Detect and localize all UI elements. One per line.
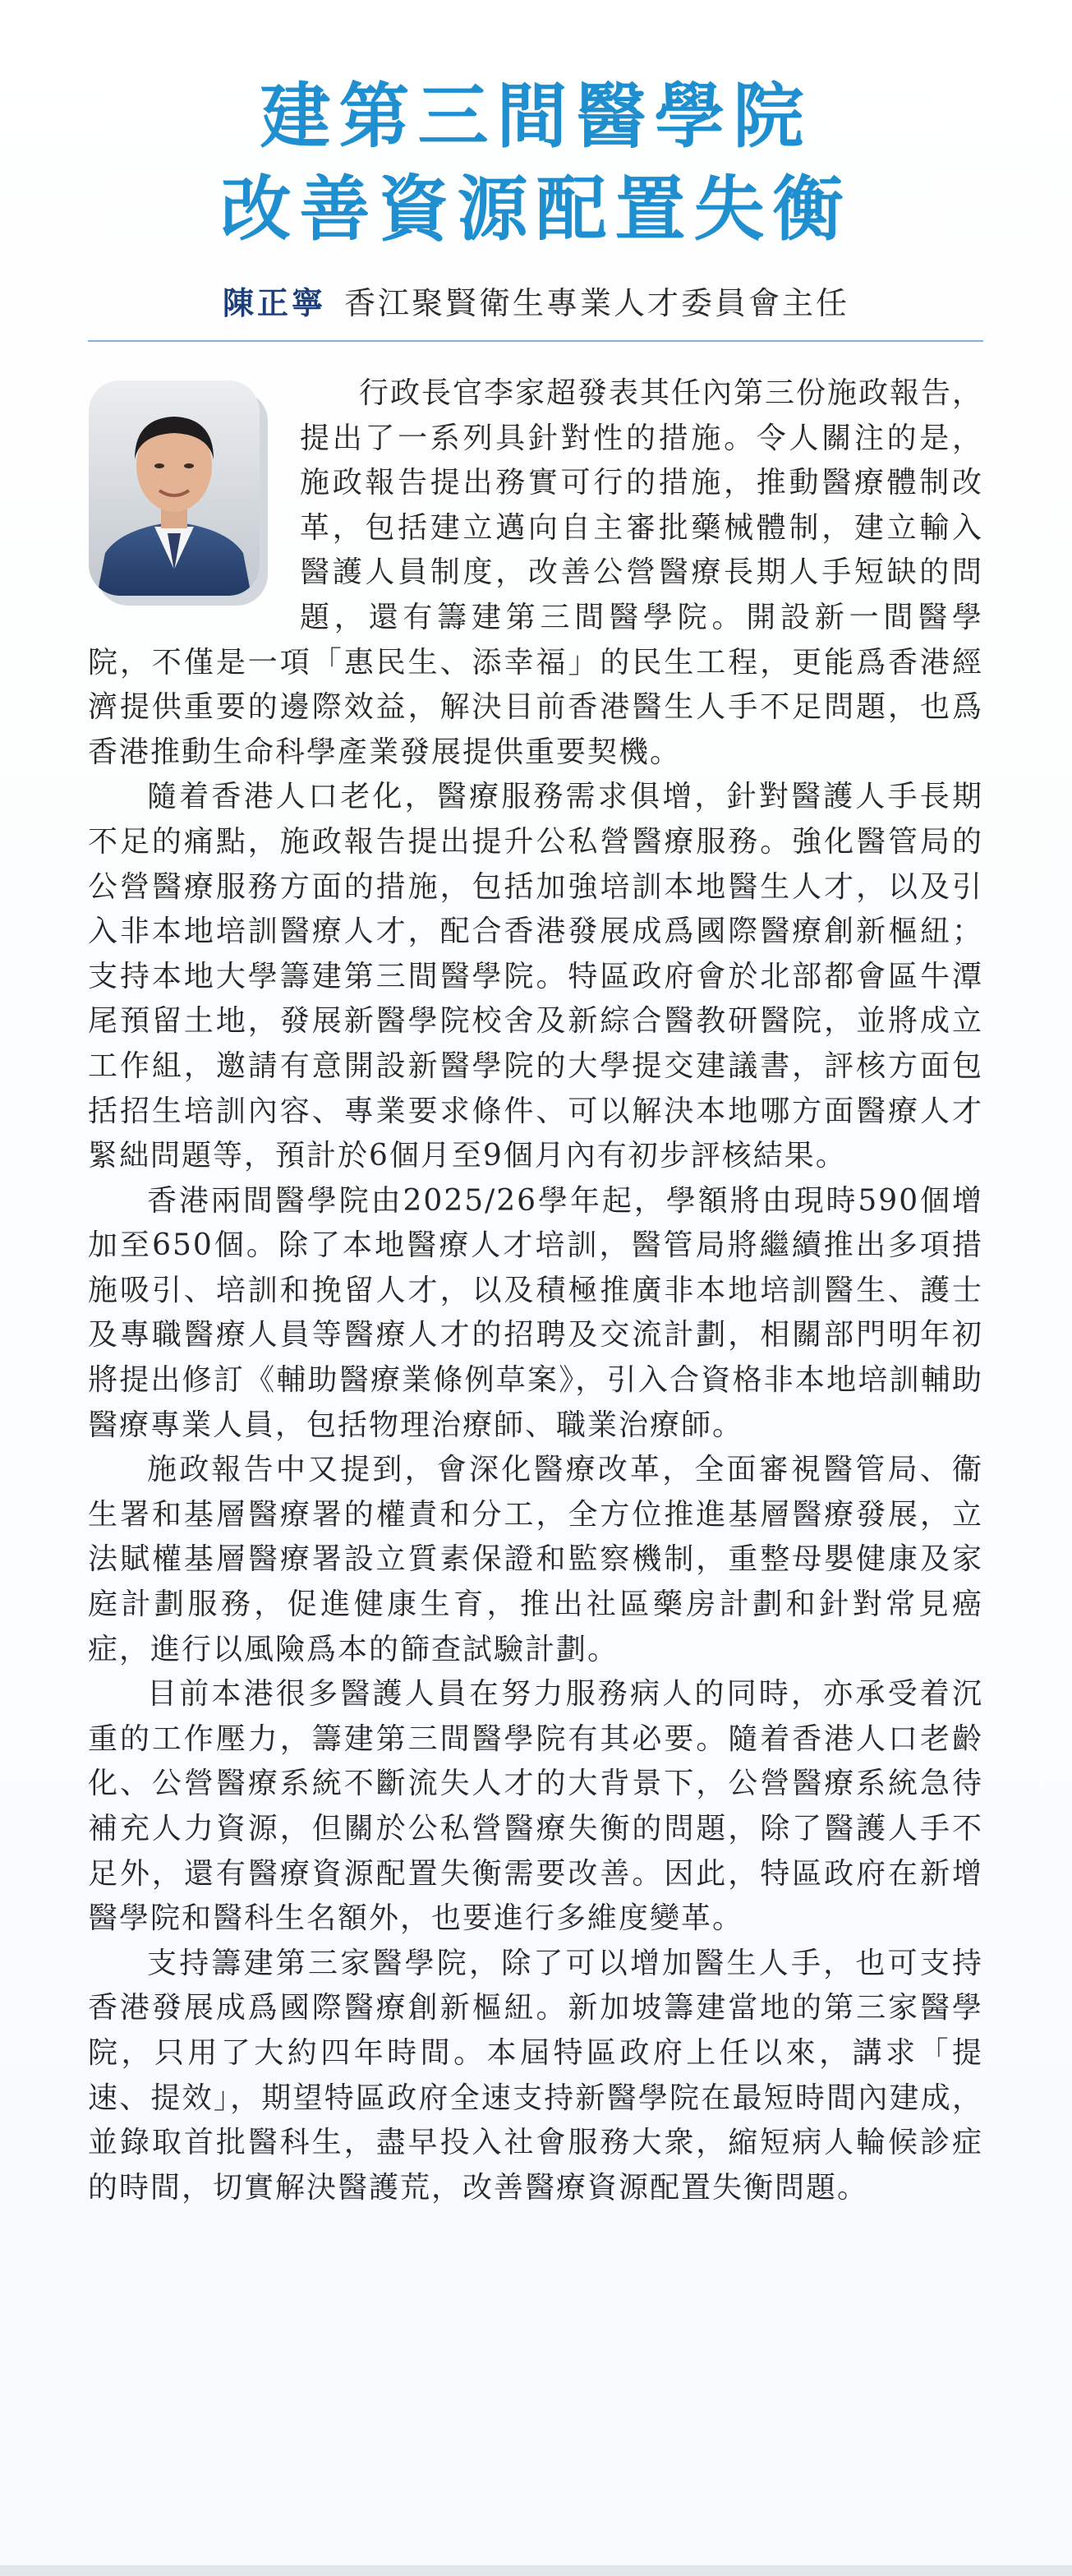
paragraph-2: 隨着香港人口老化，醫療服務需求俱增，針對醫護人手長期不足的痛點，施政報告提出提升公私營醫療服務。強化醫管局的公營醫療服務方面的措施，包括加強培訓本地醫生人才，以及引入非本地培訓醫療人才，配合香港發展成爲國際醫療創新樞紐；支持本地大學籌建第三間醫學院。特區政府會於北部都會區牛潭尾預留土地，發展新醫學院校舍及新綜合醫教研醫院，並將成立工作組，邀請有意開設新醫學院的大學提交建議書，評核方面包括招生培訓內容、專業要求條件、可以解決本地哪方面醫療人才緊絀問題等，預計於6個月至9個月內有初步評核結果。 <box>88 780 983 1173</box>
paragraph-3: 香港兩間醫學院由2025/26學年起，學額將由現時590個增加至650個。除了本地醫療人才培訓，醫管局將繼續推出多項措施吸引、培訓和挽留人才，以及積極推廣非本地培訓醫生、護士及專職醫療人員等醫療人才的招聘及交流計劃，相關部門明年初將提出修訂《輔助醫療業條例草案》，引入合資格非本地培訓輔助醫療專業人員，包括物理治療師、職業治療師。 <box>88 1183 983 1442</box>
paragraph-4: 施政報告中又提到，會深化醫療改革，全面審視醫管局、衞生署和基層醫療署的權責和分工，全方位推進基層醫療發展，立法賦權基層醫療署設立質素保證和監察機制，重整母嬰健康及家庭計劃服務，促進健康生育，推出社區藥房計劃和針對常見癌症，進行以風險爲本的篩查試驗計劃。 <box>88 1453 983 1666</box>
paragraph-5: 目前本港很多醫護人員在努力服務病人的同時，亦承受着沉重的工作壓力，籌建第三間醫學院有其必要。隨着香港人口老齡化、公營醫療系統不斷流失人才的大背景下，公營醫療系統急待補充人力資源，但關於公私營醫療失衡的問題，除了醫護人手不足外，還有醫療資源配置失衡需要改善。因此，特區政府在新增醫學院和醫科生名額外，也要進行多維度變革。 <box>88 1677 983 1936</box>
article-body <box>88 371 983 2210</box>
author-title: 香江聚賢衛生專業人才委員會主任 <box>344 285 850 321</box>
paragraph-1: 行政長官李家超發表其任內第三份施政報告，提出了一系列具針對性的措施。令人關注的是，施政報告提出務實可行的措施，推動醫療體制改革，包括建立邁向自主審批藥械體制，建立輸入醫護人員制度，改善公營醫療長期人手短缺的問題，還有籌建第三間醫學院。開設新一間醫學院，不僅是一項「惠民生、添幸福」的民生工程，更能爲香港經濟提供重要的邊際效益，解決目前香港醫生人手不足問題，也爲香港推動生命科學產業發展提供重要契機。 <box>88 376 984 769</box>
byline <box>0 283 1072 323</box>
divider-rule <box>88 340 983 342</box>
bottom-edge <box>0 2565 1072 2576</box>
author-name: 陳正寧 <box>222 285 326 321</box>
headline-line-2: 改善資源配置失衡 <box>220 168 852 251</box>
paragraph-6: 支持籌建第三家醫學院，除了可以增加醫生人手，也可支持香港發展成爲國際醫療創新樞紐。新加坡籌建當地的第三家醫學院，只用了大約四年時間。本屆特區政府上任以來，講求「提速、提效」，期望特區政府全速支持新醫學院在最短時間內建成，並錄取首批醫科生，盡早投入社會服務大衆，縮短病人輪候診症的時間，切實解決醫護荒，改善醫療資源配置失衡問題。 <box>88 1946 983 2205</box>
headline-line-1: 建第三間醫學院 <box>260 76 812 158</box>
